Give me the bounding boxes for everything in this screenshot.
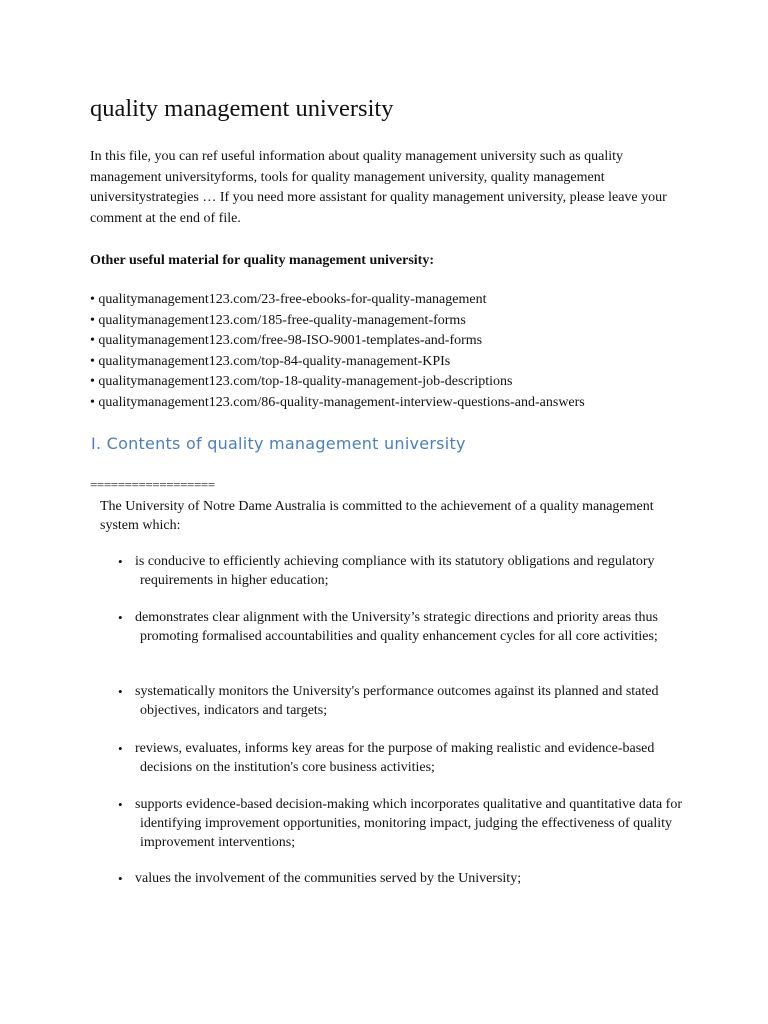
bullet-item [90, 739, 690, 777]
bullet-item [90, 869, 690, 888]
document-title: quality management university [90, 95, 394, 122]
bullet-text: systematically monitors the University's performance outcomes against its planned and stated objectives, indicators and targets; [135, 684, 659, 718]
bullet-dot-icon: • [118, 554, 123, 569]
useful-link: • qualitymanagement123.com/top-18-quality-management-job-descriptions [90, 374, 513, 389]
divider-line: ================== [90, 477, 215, 492]
bullet-text: reviews, evaluates, informs key areas for the purpose of making realistic and evidence-based decisions on the institution's core business activities; [135, 741, 655, 775]
useful-link: • qualitymanagement123.com/23-free-ebooks-for-quality-management [90, 292, 487, 307]
useful-link: • qualitymanagement123.com/86-quality-management-interview-questions-and-answers [90, 394, 585, 410]
useful-link: • qualitymanagement123.com/top-84-quality-management-KPIs [90, 353, 451, 369]
bullet-dot-icon: • [118, 741, 123, 756]
other-material-heading: Other useful material for quality management university: [90, 253, 435, 268]
body-intro-paragraph: The University of Notre Dame Australia is committed to the achievement of a quality management system which: [100, 499, 654, 533]
bullet-text: is conducive to efficiently achieving compliance with its statutory obligations and regulatory requirements in higher education; [135, 554, 655, 588]
bullet-dot-icon: • [118, 684, 123, 699]
section-heading: I. Contents of quality management university [91, 434, 466, 453]
bullet-dot-icon: • [118, 871, 123, 886]
bullet-dot-icon: • [118, 797, 123, 812]
intro-paragraph: In this file, you can ref useful information about quality management university such as quality management universityforms, tools for quality management university, quality management universitystrategies … If you need more assistant for quality management university, please leave your comment at the end of file. [90, 149, 667, 226]
bullet-text: supports evidence-based decision-making which incorporates qualitative and quantitative data for identifying improvement opportunities, monitoring impact, judging the effectiveness of quality improvement interventions; [135, 797, 682, 850]
bullet-dot-icon: • [118, 610, 123, 625]
bullet-item [90, 795, 690, 852]
bullet-item [90, 552, 690, 590]
bullet-item [90, 682, 690, 720]
bullet-item [90, 608, 690, 646]
bullet-text: demonstrates clear alignment with the University’s strategic directions and priority areas thus promoting formalised accountabilities and quality enhancement cycles for all core activities; [135, 610, 658, 644]
useful-links-list [90, 290, 585, 413]
useful-link: • qualitymanagement123.com/185-free-quality-management-forms [90, 312, 466, 328]
useful-link: • qualitymanagement123.com/free-98-ISO-9001-templates-and-forms [90, 333, 483, 348]
bullet-text: values the involvement of the communities served by the University; [135, 871, 522, 886]
